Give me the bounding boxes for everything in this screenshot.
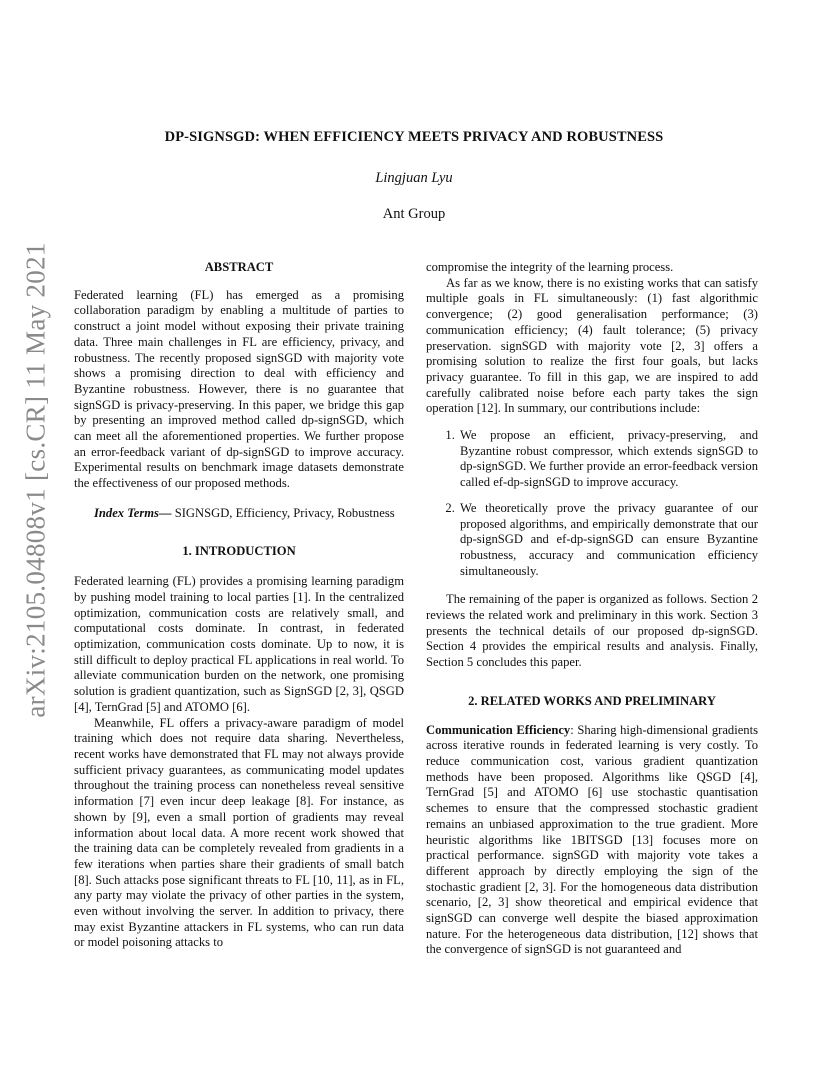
introduction-heading: 1. INTRODUCTION	[182, 543, 296, 558]
intro-paragraph-3: As far as we know, there is no existing works that can satisfy multiple goals in FL simultaneously: (1) fast algorithmic convergence; (2) good generalisation performance; (3) communication efficiency; (4) fault tolerance; (5) privacy preservation. signSGD with majority vote [2, 3] offers a promising solution to realize the first four goals, but lacks privacy guarantee. To fill in this gap, we are inspired to add carefully calibrated noise before each party takes the sign operation [12]. In summary, our contributions include:	[426, 275, 758, 416]
related-works-heading: 2. RELATED WORKS AND PRELIMINARY	[468, 693, 716, 708]
contributions-list	[426, 428, 758, 579]
related-works-paragraph	[426, 723, 758, 959]
intro-paragraph-1: Federated learning (FL) provides a promising learning paradigm by pushing model training to local parties [1]. In the centralized optimization, communication costs are relatively small, and computational costs dominate. In contrast, in federated optimization, communication costs dominate. Up to now, it is still difficult to deploy practical FL applications in real world. To alleviate communication burden on the network, one promising solution is gradient quantization, such as SignSGD [2, 3], QSGD [4], TernGrad [5] and ATOMO [6].	[74, 574, 404, 714]
related-text: : Sharing high-dimensional gradients across iterative rounds in federated learning is very costly. To reduce communication cost, various gradient quantization methods have been proposed. Algorithms like QSGD [4], TernGrad [5] and ATOMO [6] use stochastic quantisation schemes to ensure that the compressed stochastic gradient remains an unbiased approximation to the true gradient. More heuristic algorithms like 1BITSGD [13] focuses more on practical performance. signSGD with majority vote takes a different approach by directly employing the sign of the stochastic gradient [2, 3]. For the homogeneous data distribution scenario, [2, 3] show theoretical and empirical evidence that signSGD can converge well despite the biased approximation nature. For the heterogeneous data distribution, [12] shows that the convergence of signSGD is not guaranteed and	[426, 722, 758, 957]
right-column	[426, 260, 758, 958]
contribution-item: 1. We propose an efficient, privacy-preserving, and Byzantine robust compressor, which extends signSGD to dp-signSGD. We further provide an error-feedback version called ef-dp-signSGD to improve accuracy.	[458, 428, 758, 491]
abstract-text: Federated learning (FL) has emerged as a promising collaboration paradigm by enabling a multitude of parties to construct a joint model without exposing their private training data. Three main challenges in FL are efficiency, privacy, and robustness. The recently proposed signSGD with majority vote shows a promising direction to deal with efficiency and Byzantine robustness. However, there is no guarantee that signSGD is privacy-preserving. In this paper, we bridge this gap by presenting an improved method called dp-signSGD, which can meet all the aforementioned properties. We further propose an error-feedback variant of dp-signSGD to improve accuracy. Experimental results on benchmark image datasets demonstrate the effectiveness of our proposed methods.	[74, 287, 404, 491]
author-affiliation: Ant Group	[382, 206, 446, 222]
intro-paragraph-2-continued: compromise the integrity of the learning process.	[426, 260, 674, 274]
intro-paragraph-2: Meanwhile, FL offers a privacy-aware paradigm of model training which does not require data sharing. Nevertheless, recent works have demonstrated that FL may not always provide sufficient privacy guarantees, as communicating model updates throughout the training process can nonetheless reveal sensitive information [7] even incur deep leakage [8]. For instance, as shown by [9], even a small portion of gradients may reveal information about local data. A more recent work showed that the training data can be completely revealed from gradients in a few iterations when parties share their gradients of small batch [8]. Such attacks pose significant threats to FL [10, 11], as in FL, any party may violate the privacy of other parties in the system, even without involving the server. In addition to privacy, there may exist Byzantine attackers in FL systems, who can run data or model poisoning attacks to	[74, 715, 404, 950]
related-lead: Communication Efficiency	[426, 722, 571, 737]
left-column	[74, 260, 404, 951]
author-name: Lingjuan Lyu	[375, 170, 453, 186]
abstract-heading: ABSTRACT	[204, 260, 274, 274]
index-terms	[74, 506, 404, 522]
index-terms-label: Index Terms—	[94, 505, 172, 520]
paper-title: DP-SIGNSGD: WHEN EFFICIENCY MEETS PRIVACY AND ROBUSTNESS	[164, 129, 664, 145]
index-terms-text: SIGNSGD, Efficiency, Privacy, Robustness	[174, 505, 395, 520]
intro-paragraph-4: The remaining of the paper is organized as follows. Section 2 reviews the related work and preliminary in this work. Section 3 presents the technical details of our proposed dp-signSGD. Section 4 provides the empirical results and analysis. Finally, Section 5 concludes this paper.	[426, 592, 758, 670]
arxiv-watermark: arXiv:2105.04808v1 [cs.CR] 11 May 2021	[20, 242, 51, 718]
contribution-item: 2. We theoretically prove the privacy guarantee of our proposed algorithms, and empirically demonstrate that our dp-signSGD and ef-dp-signSGD can ensure Byzantine robustness, accuracy and communication efficiency simultaneously.	[458, 501, 758, 580]
